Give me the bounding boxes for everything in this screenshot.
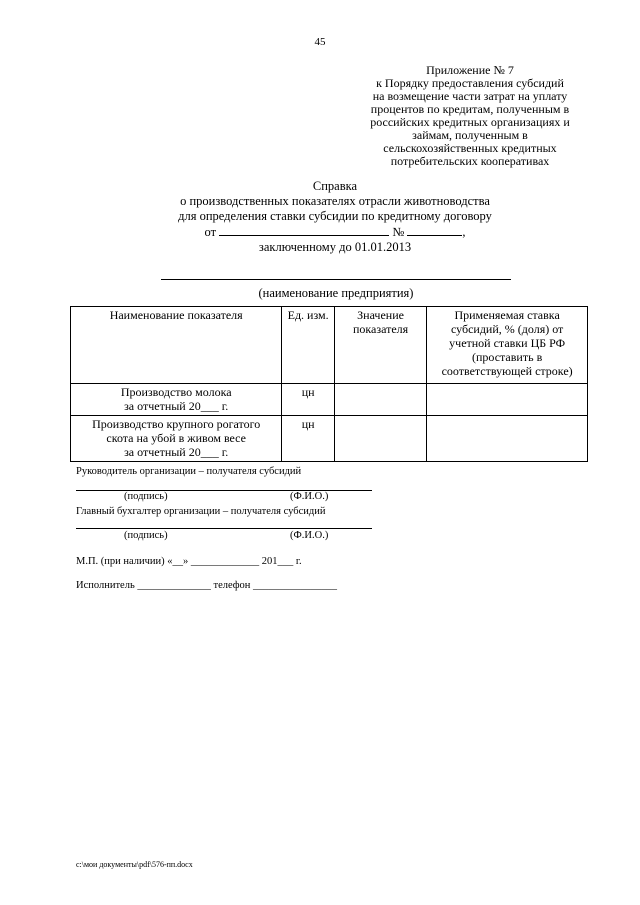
appendix-header [350,64,590,168]
accountant-sign-caption: (подпись) [124,530,168,541]
organization-name-line [161,279,511,280]
appendix-line: к Порядку предоставления субсидий [376,76,564,90]
head-sign-caption: (подпись) [124,491,168,502]
title-line: для определения ставки субсидии по кредитному договору [178,209,492,223]
executor-line: Исполнитель ______________ телефон ________________ [76,580,338,591]
indicator-name-line: за отчетный 20___ г. [124,399,229,413]
value-cell[interactable] [334,416,426,462]
title-line: заключенному до 01.01.2013 [258,240,412,254]
number-label: № [392,225,405,239]
indicator-name-line: за отчетный 20___ г. [124,445,229,459]
header-cell: Ед. изм. [282,307,335,384]
appendix-line: Приложение № 7 [426,63,514,77]
document-title [120,179,550,255]
accountant-signature-line [76,528,372,529]
indicator-name-cell [71,384,282,416]
table-header-row [71,307,588,384]
contract-date-number-line: от № , [204,225,466,239]
rate-cell[interactable] [427,416,588,462]
value-cell[interactable] [334,384,426,416]
from-label: от [204,225,217,239]
head-name-caption: (Ф.И.О.) [290,491,329,502]
appendix-line: займам, полученным в [412,128,528,142]
indicators-table [70,306,588,462]
title-heading: Справка [312,179,358,193]
header-cell: Применяемая ставка субсидий, % (доля) от учетной ставки ЦБ РФ (проставить в соответствующей строке) [427,307,588,384]
file-path-footer: c:\мои документы\pdf\576-пп.docx [76,860,193,869]
head-signature-label: Руководитель организации – получателя субсидий [76,466,302,477]
appendix-line: на возмещение части затрат на уплату [372,89,568,103]
header-cell: Значение показателя [334,307,426,384]
organization-caption: (наименование предприятия) [258,286,414,300]
appendix-line: процентов по кредитам, полученным в [370,102,570,116]
appendix-line: потребительских кооперативах [390,154,550,168]
accountant-signature-label: Главный бухгалтер организации – получателя субсидий [76,506,326,517]
page-number: 45 [314,36,326,48]
stamp-date-line: М.П. (при наличии) «__» _____________ 201___ г. [76,556,302,567]
indicator-name-cell [71,416,282,462]
accountant-name-caption: (Ф.И.О.) [290,530,329,541]
table-row [71,416,588,462]
appendix-line: сельскохозяйственных кредитных [383,141,557,155]
contract-date-blank [219,224,389,236]
contract-number-blank [407,224,462,236]
rate-cell[interactable] [427,384,588,416]
unit-cell: цн [282,416,335,462]
title-line: о производственных показателях отрасли животноводства [180,194,490,208]
indicator-name-line: скота на убой в живом весе [106,431,246,445]
appendix-line: российских кредитных организациях и [370,115,570,129]
table-row [71,384,588,416]
indicator-name-line: Производство крупного рогатого [92,417,261,431]
header-cell: Наименование показателя [71,307,282,384]
unit-cell: цн [282,384,335,416]
indicator-name-line: Производство молока [120,385,232,399]
